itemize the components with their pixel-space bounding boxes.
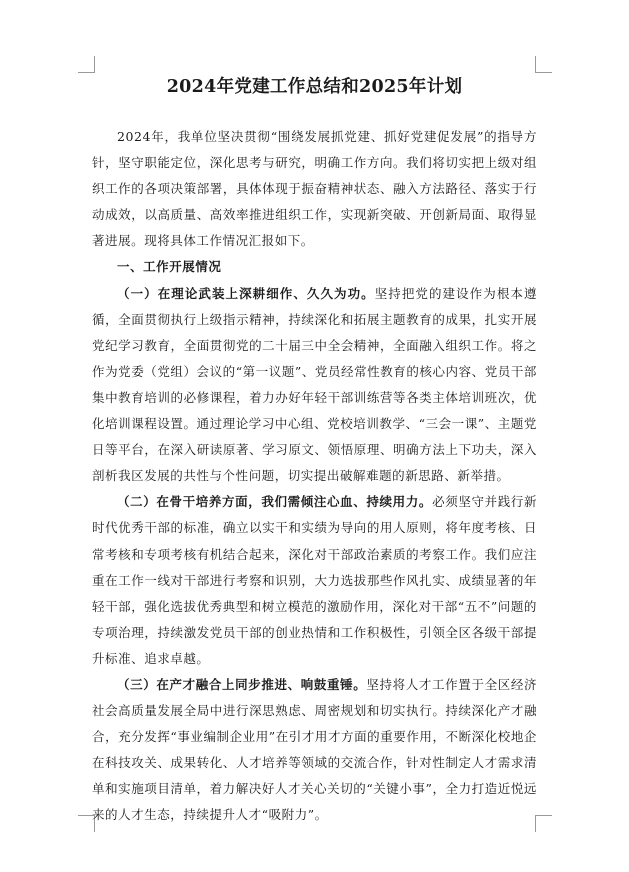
section-item-2 (92, 489, 537, 672)
intro-paragraph: 2024年，我单位坚决贯彻“围绕发展抓党建、抓好党建促发展”的指导方针，坚守职能定位，深化思考与研究，明确工作方向。我们将切实把上级对组织工作的各项决策部署，具体体现于振奋精神状态、融入方法路径、落实于行动成效，以高质量、高效率推进组织工作，实现新突破、开创新局面、取得显著进展。现将具体工作情况汇报如下。 (92, 129, 537, 249)
section-item-3 (92, 672, 537, 829)
document-body (92, 124, 537, 829)
item-2-heading: （二）在骨干培养方面，我们需倾注心血、持续用力。 (117, 494, 433, 510)
document-title: 2024年党建工作总结和2025年计划 (166, 77, 463, 97)
crop-mark-top-left (78, 56, 95, 73)
item-1-heading: （一）在理论武装上深耕细作、久久为功。 (117, 285, 375, 301)
crop-mark-bottom-right (535, 815, 552, 832)
item-3-heading: （三）在产才融合上同步推进、响鼓重锤。 (117, 676, 367, 692)
item-2-text: 必须坚守并践行新时代优秀干部的标准，确立以实干和实绩为导向的用人原则，将年度考核、日常考核和专项考核有机结合起来，深化对干部政治素质的考察工作。我们应注重在工作一线对干部进行考察和识别，大力选拔那些作风扎实、成绩显著的年轻干部，强化选拔优秀典型和树立模范的激励作用，深化对干部“五不”问题的专项治理，持续激发党员干部的创业热情和工作积极性，引领全区各级干部提升标准、追求卓越。 (92, 494, 538, 666)
item-1-text: 坚持把党的建设作为根本遵循，全面贯彻执行上级指示精神，持续深化和拓展主题教育的成果，扎实开展党纪学习教育，全面贯彻党的二十届三中全会精神，全面融入组织工作。将之作为党委（党组）会议的“第一议题”、党员经常性教育的核心内容、党员干部集中教育培训的必修课程，着力办好年轻干部训练营等各类主体培训班次，优化培训课程设置。通过理论学习中心组、党校培训教学、“三会一课”、主题党日等平台，在深入研读原著、学习原文、领悟原理、明确方法上下功夫，深入剖析我区发展的共性与个性问题，切实提出破解难题的新思路、新举措。 (92, 285, 537, 484)
item-3-text: 坚持将人才工作置于全区经济社会高质量发展全局中进行深思熟虑、周密规划和切实执行。持续深化产才融合，充分发挥“事业编制企业用”在引才用才方面的重要作用，不断深化校地企在科技攻关、成果转化、人才培养等领域的交流合作，针对性制定人才需求清单和实施项目清单，着力解决好人才关心关切的“关键小事”，全力打造近悦远来的人才生态，持续提升人才“吸附力”。 (92, 676, 537, 823)
section-heading: 一、工作开展情况 (117, 259, 222, 275)
crop-mark-top-right (535, 56, 552, 73)
section-item-1 (92, 281, 537, 490)
